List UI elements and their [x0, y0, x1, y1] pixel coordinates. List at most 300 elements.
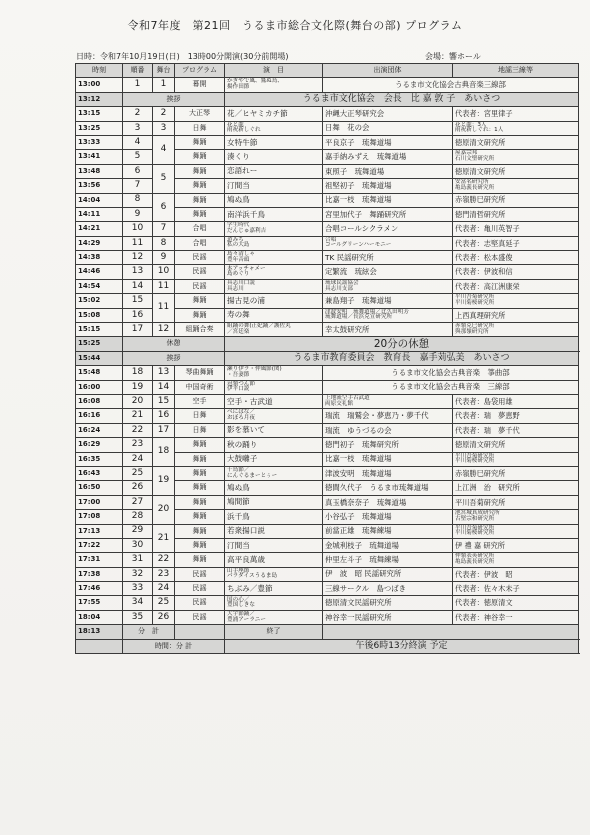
- program-cell: [225, 380, 323, 394]
- rep-cell: 上西真理研究所: [453, 308, 579, 322]
- category-cell: 舞踊: [175, 193, 225, 207]
- stage-cell: 25: [153, 596, 175, 610]
- time-cell: 16:35: [76, 452, 123, 466]
- category-cell: 舞踊: [175, 495, 225, 509]
- table-row: [76, 423, 579, 437]
- program-cell: 女特牛節: [225, 135, 323, 149]
- stage-cell: 20: [153, 495, 175, 524]
- stage-cell: 11: [153, 294, 175, 323]
- table-row: [76, 107, 579, 121]
- performer-cell-line: コールグリーンハーモニー: [325, 242, 392, 249]
- date-line: 日時：令和7年10月19日(日) 13時00分開演(30分前開場): [76, 52, 289, 61]
- time-cell: 13:41: [76, 150, 123, 164]
- program-cell-line: 具志川: [227, 285, 244, 292]
- time-cell: 14:29: [76, 236, 123, 250]
- rep-cell-line: 平川菊桜研究所: [455, 299, 495, 306]
- rep-cell-line: 花と龍：3人: [455, 121, 487, 128]
- table-row: [76, 337, 579, 351]
- rep-cell: [453, 510, 579, 524]
- program-cell: 高平良萬歳: [225, 553, 323, 567]
- table-row: [76, 409, 579, 423]
- time-cell: 16:50: [76, 481, 123, 495]
- program-table: [75, 63, 579, 654]
- empty-cell: [323, 625, 579, 639]
- program-cell: [225, 251, 323, 265]
- program-cell-line: 冠嶺つん節: [227, 380, 255, 387]
- category-cell: 民謡: [175, 265, 225, 279]
- category-cell: 舞踊: [175, 150, 225, 164]
- stage-cell: 5: [153, 164, 175, 193]
- table-row: [76, 553, 579, 567]
- time-cell: 16:43: [76, 466, 123, 480]
- stage-cell: 21: [153, 524, 175, 553]
- time-cell: 13:15: [76, 107, 123, 121]
- order-cell: 分 計: [123, 625, 175, 639]
- table-row: [76, 438, 579, 452]
- performer-cell: 比嘉一枝 琉舞道場: [323, 193, 453, 207]
- program-cell: 南洋浜千鳥: [225, 207, 323, 221]
- category-cell: 民謡: [175, 582, 225, 596]
- program-cell-line: 組踊の舞(正妃踊／護佐丸: [227, 323, 291, 330]
- program-cell: 汀間当: [225, 179, 323, 193]
- performer-cell-line: 琉球民謡協会: [325, 279, 359, 286]
- program-cell: [225, 323, 323, 337]
- rep-cell: 徳原清文研究所: [453, 164, 579, 178]
- program-cell-line: 私の大島: [227, 242, 250, 249]
- time-cell: 15:08: [76, 308, 123, 322]
- program-cell: [225, 279, 323, 293]
- time-cell: 15:44: [76, 351, 123, 365]
- program-cell-line: 雨祝新しぐれ: [227, 127, 261, 134]
- rep-cell: 代表者：高江洲康栄: [453, 279, 579, 293]
- table-row: [76, 150, 579, 164]
- performer-cell: [323, 394, 453, 408]
- performer-cell: 比嘉一枝 琉舞道場: [323, 452, 453, 466]
- order-cell: 時間：分 計: [123, 639, 225, 653]
- stage-cell: 23: [153, 567, 175, 581]
- category-cell: 民謡: [175, 279, 225, 293]
- rep-cell: [453, 452, 579, 466]
- rep-cell-line: 雨祝新しぐれ：1人: [455, 127, 504, 134]
- rep-cell-line: 池宮城真成研究所: [455, 510, 500, 517]
- order-cell: 挨拶: [123, 351, 225, 365]
- time-cell: 13:00: [76, 78, 123, 92]
- rep-cell: 代表者：徳原清文: [453, 596, 579, 610]
- table-row: [76, 236, 579, 250]
- rep-cell: [453, 179, 579, 193]
- category-cell: 日舞: [175, 409, 225, 423]
- performer-cell: 合唱コールシクラメン: [323, 222, 453, 236]
- program-cell-line: ／宮廷楽: [227, 328, 250, 335]
- time-cell: 13:48: [76, 164, 123, 178]
- category-cell: 民謡: [175, 610, 225, 624]
- program-cell-line: にんぐるまーとぅー: [227, 472, 278, 479]
- category-cell: 舞踊: [175, 438, 225, 452]
- time-cell: 16:24: [76, 423, 123, 437]
- table-row: [76, 452, 579, 466]
- time-cell: 14:54: [76, 279, 123, 293]
- program-cell: 影を慕いて: [225, 423, 323, 437]
- stage-cell: 22: [153, 553, 175, 567]
- table-row: [76, 308, 579, 322]
- category-cell: 舞踊: [175, 510, 225, 524]
- stage-cell: 8: [153, 236, 175, 250]
- program-cell: [225, 265, 323, 279]
- order-cell: 挨拶: [123, 92, 225, 106]
- table-row: [76, 279, 579, 293]
- program-cell: [225, 409, 323, 423]
- stage-cell: 12: [153, 323, 175, 337]
- performer-cell: 嘉手納みずえ 琉舞道場: [323, 150, 453, 164]
- rep-cell: 赤嶺勝巳研究所: [453, 466, 579, 480]
- order-cell: 4: [123, 135, 153, 149]
- program-cell: 空手・古武道: [225, 394, 323, 408]
- order-cell: 15: [123, 294, 153, 308]
- table-row: [76, 222, 579, 236]
- performer-cell-line: 琉舞道場／長浜克宣研究所: [325, 314, 393, 321]
- category-cell: 日舞: [175, 423, 225, 437]
- stage-cell: 7: [153, 222, 175, 236]
- category-cell: 舞踊: [175, 481, 225, 495]
- table-row: [76, 135, 579, 149]
- span-cell: うるま市文化協会 会長 比 嘉 敦 子 あいさつ: [225, 92, 579, 106]
- rep-cell-line: 平川吾菊研究所: [455, 452, 495, 459]
- stage-cell: 16: [153, 409, 175, 423]
- performer-cell: 東照子 琉舞道場: [323, 164, 453, 178]
- order-cell: 20: [123, 394, 153, 408]
- category-cell: 琴曲舞踊: [175, 366, 225, 380]
- table-row: [76, 251, 579, 265]
- program-cell-line: 学生時代: [227, 222, 250, 229]
- category-cell: 舞踊: [175, 135, 225, 149]
- stage-cell: 18: [153, 438, 175, 467]
- program-cell-line: 島々清しゃ: [227, 251, 255, 258]
- rep-cell: [453, 150, 579, 164]
- program-cell-line: 山手座節: [227, 567, 250, 574]
- time-cell: 17:08: [76, 510, 123, 524]
- performer-cell-line: 合唱: [325, 236, 337, 243]
- table-row: [76, 567, 579, 581]
- span-cell: うるま市教育委員会 教育長 嘉手苅弘美 あいさつ: [225, 351, 579, 365]
- order-cell: 32: [123, 567, 153, 581]
- category-cell: 舞踊: [175, 207, 225, 221]
- order-cell: 13: [123, 265, 153, 279]
- header-order: 順番: [123, 64, 153, 78]
- table-row: [76, 481, 579, 495]
- order-cell: 30: [123, 538, 153, 552]
- time-cell: 16:29: [76, 438, 123, 452]
- rep-cell-line: 安富名研究所: [455, 179, 489, 186]
- performer-cell: 小谷弘子 琉舞道場: [323, 510, 453, 524]
- category-cell: 舞踊: [175, 452, 225, 466]
- table-row: [76, 294, 579, 308]
- table-row: [76, 639, 579, 653]
- order-cell: 3: [123, 121, 153, 135]
- order-cell: 1: [123, 78, 153, 92]
- category-cell: 民謡: [175, 251, 225, 265]
- time-cell: 15:48: [76, 366, 123, 380]
- table-row: [76, 582, 579, 596]
- time-cell: 17:00: [76, 495, 123, 509]
- table-row: [76, 394, 579, 408]
- order-cell: 17: [123, 323, 153, 337]
- rep-cell: 代表者：佐々木未子: [453, 582, 579, 596]
- stage-cell: 11: [153, 279, 175, 293]
- rep-cell-line: 平川吾菊研究所: [455, 294, 495, 301]
- program-cell-line: 花と龍: [227, 121, 244, 128]
- performer-cell: 兼島翔子 琉舞道場: [323, 294, 453, 308]
- performer-cell: 仲里左斗子 琉舞練場: [323, 553, 453, 567]
- program-cell-line: かぎやで風、鷲ぬ鳥、: [227, 78, 283, 85]
- time-cell: [76, 639, 123, 653]
- rep-cell-line: 屋嘉宗邦: [455, 150, 478, 157]
- category-cell: 大正琴: [175, 107, 225, 121]
- table-row: [76, 596, 579, 610]
- performer-cell: 徳原清文民謡研究所: [323, 596, 453, 610]
- header-performer: 出演団体: [323, 64, 453, 78]
- performer-cell: 津波安明 琉舞道場: [323, 466, 453, 480]
- order-cell: 7: [123, 179, 153, 193]
- order-cell: 6: [123, 164, 153, 178]
- order-cell: 24: [123, 452, 153, 466]
- performer-cell: 金城利枝子 琉舞道場: [323, 538, 453, 552]
- category-cell: 幕開: [175, 78, 225, 92]
- program-cell: 鳩ぬ鳥: [225, 481, 323, 495]
- program-cell: [225, 236, 323, 250]
- rep-cell: 徳原清文研究所: [453, 135, 579, 149]
- program-cell: 恋語れー: [225, 164, 323, 178]
- performer-cell: 沖縄大正琴研究会: [323, 107, 453, 121]
- program-cell-line: 豊浦アーラニー: [227, 616, 266, 623]
- performer-cell: [323, 236, 453, 250]
- program-cell-line: ・吾妻節: [227, 371, 250, 378]
- table-row: [76, 625, 579, 639]
- time-cell: 16:00: [76, 380, 123, 394]
- rep-cell: 徳門清哲研究所: [453, 207, 579, 221]
- time-cell: 14:46: [76, 265, 123, 279]
- performer-cell: [323, 308, 453, 322]
- time-cell: 13:12: [76, 92, 123, 106]
- category-cell: 舞踊: [175, 538, 225, 552]
- table-row: [76, 366, 579, 380]
- rep-cell: 代表者：志堅真延子: [453, 236, 579, 250]
- table-row: [76, 510, 579, 524]
- performer-cell: うるま市文化協会古典音楽 三線部: [323, 380, 579, 394]
- category-cell: 舞踊: [175, 524, 225, 538]
- program-cell: [225, 121, 323, 135]
- span-cell: 20分の休憩: [225, 337, 579, 351]
- program-cell-line: おぼろ月夜: [227, 415, 255, 422]
- time-cell: 14:04: [76, 193, 123, 207]
- program-cell: ちぶみ／豊節: [225, 582, 323, 596]
- program-cell-line: 島めぐり: [227, 271, 250, 278]
- table-row: [76, 380, 579, 394]
- category-cell: 組踊合奏: [175, 323, 225, 337]
- rep-cell: 代表者：松本盛俊: [453, 251, 579, 265]
- program-cell: [225, 466, 323, 480]
- performer-cell: 祖堅初子 琉舞道場: [323, 179, 453, 193]
- program-cell-line: 具志川口説: [227, 279, 255, 286]
- stage-cell: 10: [153, 265, 175, 279]
- performer-cell: うるま市文化協会古典音楽 箏曲部: [323, 366, 579, 380]
- rep-cell-line: 古堅宗和研究所: [455, 515, 495, 522]
- rep-cell-line: 赤嶺克巳研究所: [455, 323, 495, 330]
- stage-cell: 9: [153, 251, 175, 265]
- program-cell-line: 豊年音頭: [227, 256, 250, 263]
- rep-cell: 代表者：瑞 夢千代: [453, 423, 579, 437]
- header-stage: 舞台: [153, 64, 175, 78]
- rep-cell-line: 亀島義長研究所: [455, 184, 495, 191]
- program-cell-line: 道みち: [227, 236, 244, 243]
- order-cell: 18: [123, 366, 153, 380]
- rep-cell: [453, 553, 579, 567]
- program-cell: 花／ヒヤミカチ節: [225, 107, 323, 121]
- header-time: 時刻: [76, 64, 123, 78]
- category-cell: 舞踊: [175, 164, 225, 178]
- header-row: [76, 64, 579, 78]
- table-row: [76, 207, 579, 221]
- order-cell: 5: [123, 150, 153, 164]
- category-cell: 舞踊: [175, 308, 225, 322]
- time-cell: 15:15: [76, 323, 123, 337]
- time-cell: 15:02: [76, 294, 123, 308]
- rep-cell-line: 仲嶺表英研究所: [455, 553, 495, 560]
- performer-cell-line: 津波安明 琉舞道場／比久田明芳: [325, 308, 409, 315]
- table-row: [76, 351, 579, 365]
- order-cell: 27: [123, 495, 153, 509]
- table-row: [76, 78, 579, 92]
- time-cell: 14:38: [76, 251, 123, 265]
- program-cell-line: 伊平口説: [227, 386, 250, 393]
- program-cell: [225, 567, 323, 581]
- rep-cell: [453, 294, 579, 308]
- program-cell: 汀間当: [225, 538, 323, 552]
- table-row: [76, 610, 579, 624]
- order-cell: 25: [123, 466, 153, 480]
- order-cell: 12: [123, 251, 153, 265]
- time-cell: 17:13: [76, 524, 123, 538]
- rep-cell: 代表者：島袋用雄: [453, 394, 579, 408]
- performer-cell: 神谷幸一民謡研究所: [323, 610, 453, 624]
- stage-cell: 17: [153, 423, 175, 437]
- program-cell: [225, 610, 323, 624]
- table-row: [76, 538, 579, 552]
- time-cell: 18:13: [76, 625, 123, 639]
- category-cell: 舞踊: [175, 553, 225, 567]
- category-cell: 中国奇術: [175, 380, 225, 394]
- order-cell: 10: [123, 222, 153, 236]
- time-cell: 17:46: [76, 582, 123, 596]
- performer-cell-line: 両原交礼館: [325, 400, 353, 407]
- performer-cell-line: 具志川支部: [325, 285, 353, 292]
- time-cell: 16:16: [76, 409, 123, 423]
- time-cell: 13:33: [76, 135, 123, 149]
- performer-cell: 徳門初子 琉舞研究所: [323, 438, 453, 452]
- span-cell: 午後6時13分終演 予定: [225, 639, 579, 653]
- order-cell: 35: [123, 610, 153, 624]
- rep-cell: 代表者：瑞 夢恵野: [453, 409, 579, 423]
- program-cell: 鳩間節: [225, 495, 323, 509]
- order-cell: 26: [123, 481, 153, 495]
- order-cell: 28: [123, 510, 153, 524]
- empty-cell: [175, 625, 225, 639]
- program-cell: 秋の踊り: [225, 438, 323, 452]
- stage-cell: 19: [153, 466, 175, 495]
- rep-cell: 上江洲 治 研究所: [453, 481, 579, 495]
- time-cell: 13:56: [76, 179, 123, 193]
- program-cell: [225, 222, 323, 236]
- performer-cell: 徳間久代子 うるま市琉舞道場: [323, 481, 453, 495]
- table-row: [76, 121, 579, 135]
- rep-cell: 代表者：伊波和信: [453, 265, 579, 279]
- rep-cell-line: 平川菊桜研究所: [455, 530, 495, 537]
- order-cell: 22: [123, 423, 153, 437]
- time-cell: 14:11: [76, 207, 123, 221]
- time-cell: 17:38: [76, 567, 123, 581]
- program-cell-line: パラダイスうるま島: [227, 573, 278, 580]
- category-cell: 合唱: [175, 222, 225, 236]
- category-cell: 民謡: [175, 596, 225, 610]
- program-cell: [225, 596, 323, 610]
- time-cell: 17:31: [76, 553, 123, 567]
- stage-cell: 15: [153, 394, 175, 408]
- performer-cell: うるま市文化協会古典音楽三線部: [323, 78, 579, 92]
- program-cell: 鳩ぬ鳥: [225, 193, 323, 207]
- rep-cell: 平川吾菊研究所: [453, 495, 579, 509]
- order-cell: 2: [123, 107, 153, 121]
- program-cell-line: 本アッチャメー: [227, 265, 266, 272]
- program-cell-line: だんじゅ嘉利吉: [227, 227, 267, 234]
- order-cell: 16: [123, 308, 153, 322]
- order-cell: 23: [123, 438, 153, 452]
- stage-cell: 26: [153, 610, 175, 624]
- time-cell: 14:21: [76, 222, 123, 236]
- stage-cell: 14: [153, 380, 175, 394]
- table-row: [76, 265, 579, 279]
- rep-cell-line: 與那嶺研究所: [455, 328, 489, 335]
- stage-cell: 6: [153, 193, 175, 222]
- performer-cell: 日舞 花の会: [323, 121, 453, 135]
- stage-cell: 4: [153, 135, 175, 164]
- order-cell: 34: [123, 596, 153, 610]
- time-cell: 18:04: [76, 610, 123, 624]
- order-cell: 19: [123, 380, 153, 394]
- header-category: プログラム: [175, 64, 225, 78]
- performer-cell: 定繁流 琉絃会: [323, 265, 453, 279]
- order-cell: 9: [123, 207, 153, 221]
- stage-cell: 2: [153, 107, 175, 121]
- order-cell: 14: [123, 279, 153, 293]
- program-cell: 若衆揚口説: [225, 524, 323, 538]
- program-cell-line: 瀬り伊ラ・仲風節(関): [227, 366, 282, 373]
- venue-line: 会場：響ホール: [425, 52, 481, 61]
- table-row: [76, 495, 579, 509]
- category-cell: 合唱: [175, 236, 225, 250]
- rep-cell: 代表者：伊波 昭: [453, 567, 579, 581]
- table-row: [76, 466, 579, 480]
- time-cell: 17:22: [76, 538, 123, 552]
- rep-cell: [453, 524, 579, 538]
- stage-cell: 13: [153, 366, 175, 380]
- program-cell: 大鼓囃子: [225, 452, 323, 466]
- rep-cell-line: 石川文聖研究所: [455, 156, 495, 163]
- program-cell: 揚古見の浦: [225, 294, 323, 308]
- order-cell: 11: [123, 236, 153, 250]
- program-cell: 湊くり: [225, 150, 323, 164]
- performer-cell: 瑞流 瑞鷲会・夢恵乃・夢千代: [323, 409, 453, 423]
- rep-cell: 代表者：宮里律子: [453, 107, 579, 121]
- performer-cell: 三線サークル 島つばき: [323, 582, 453, 596]
